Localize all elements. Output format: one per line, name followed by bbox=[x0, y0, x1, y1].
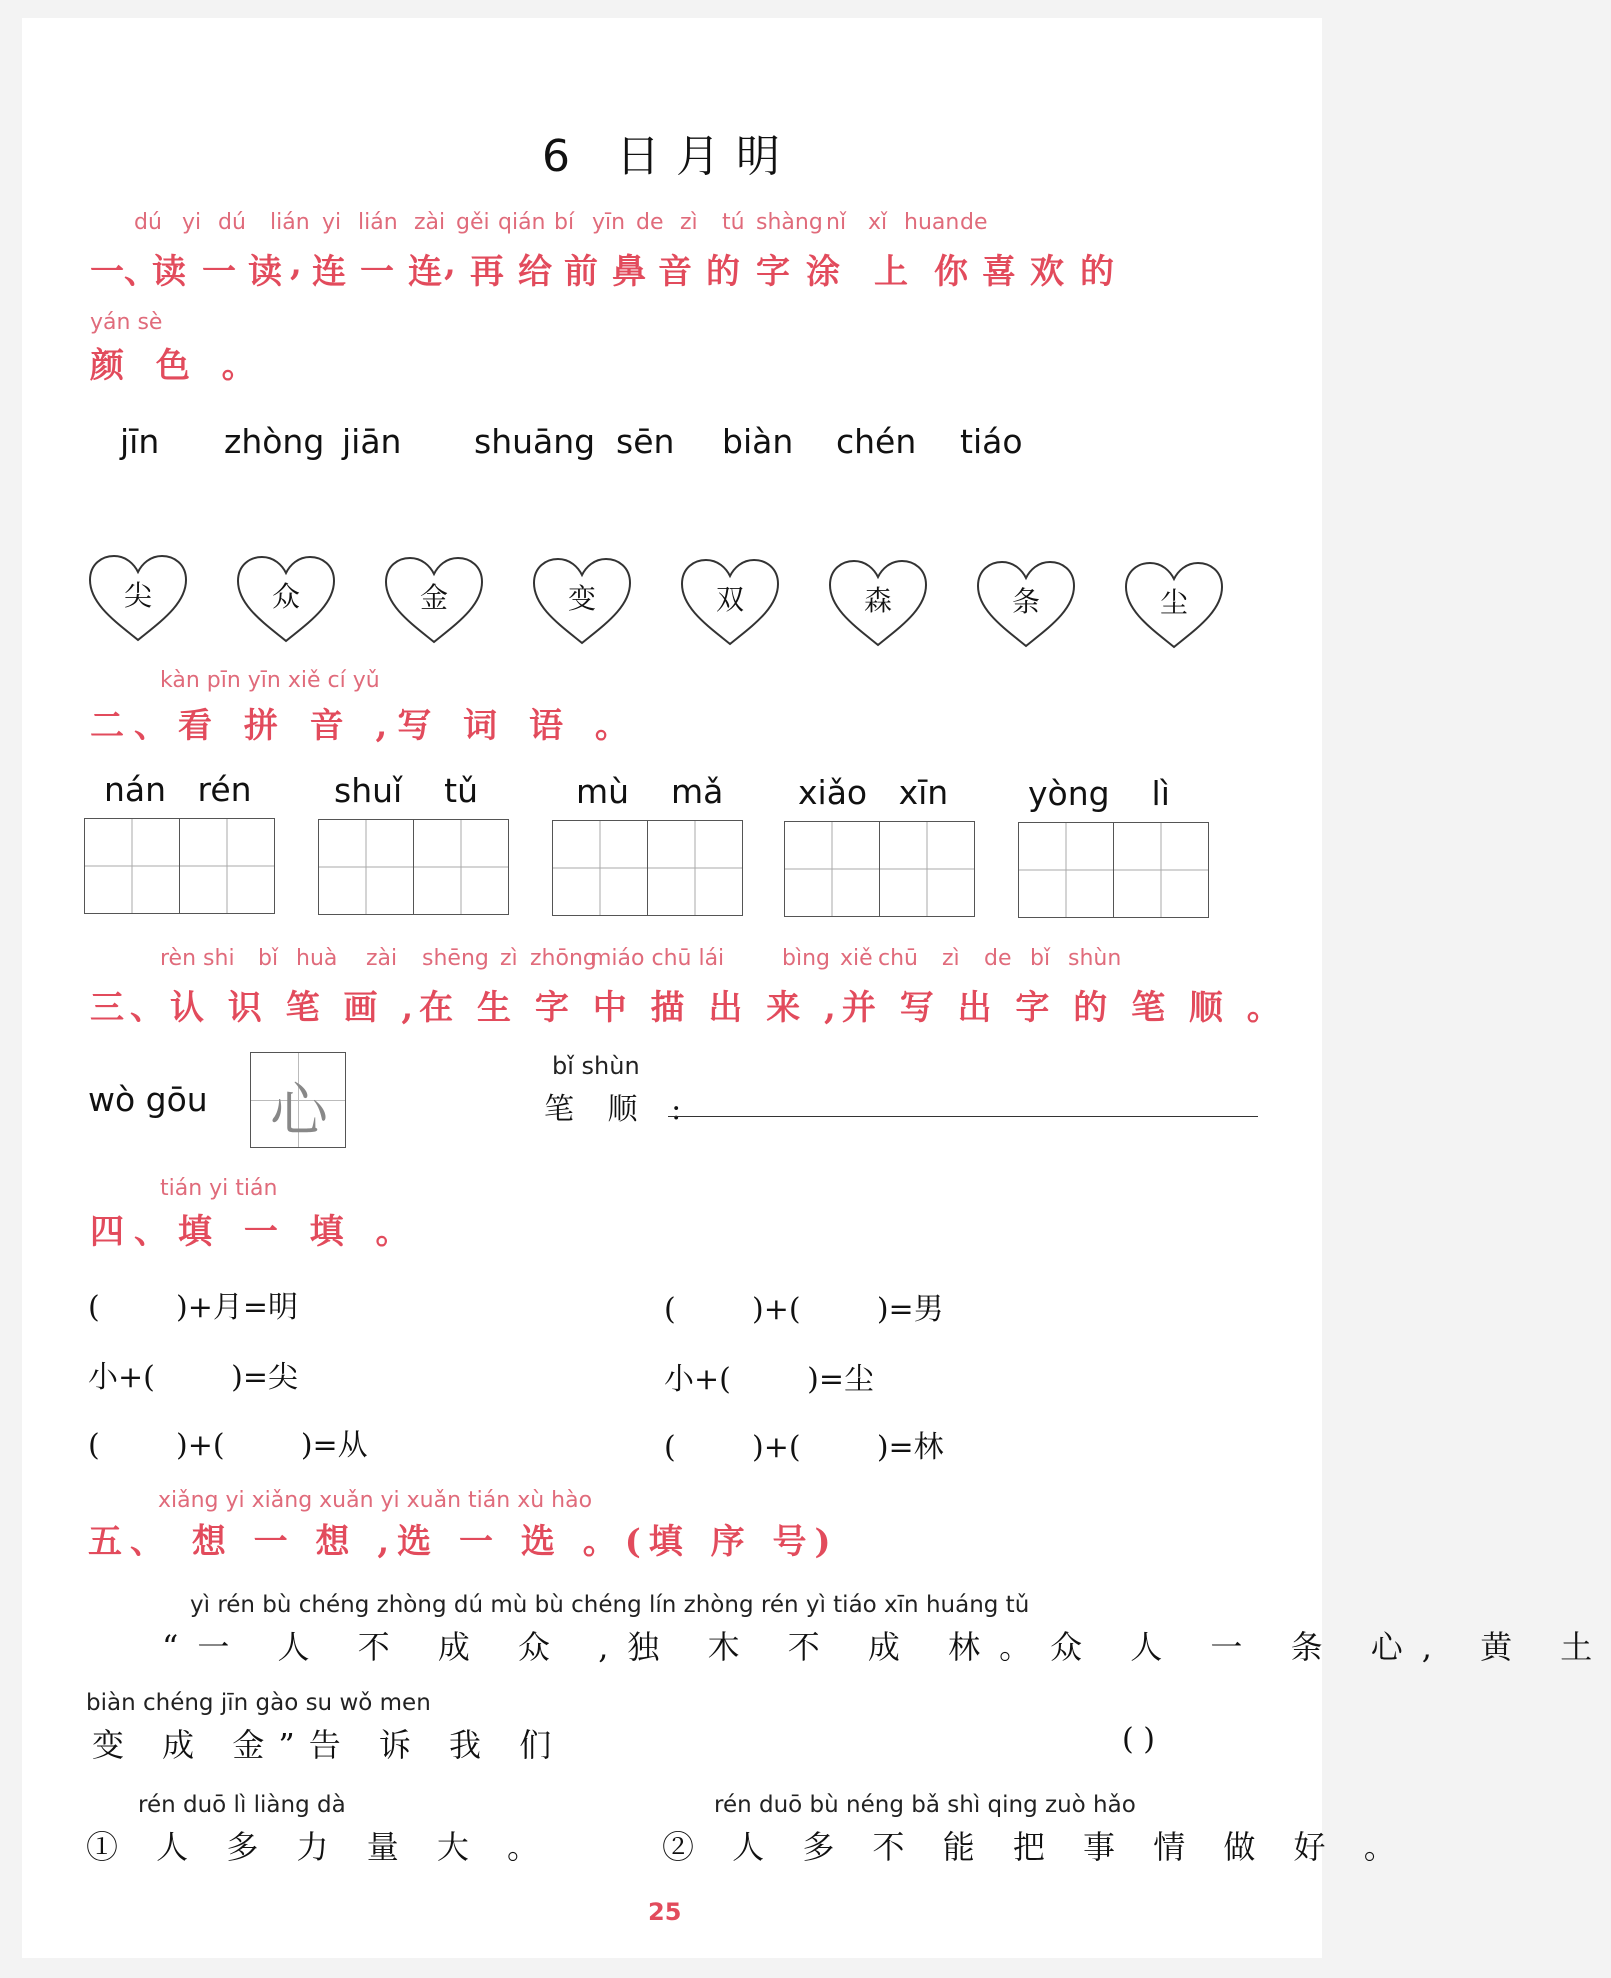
tian-cell[interactable] bbox=[1113, 822, 1209, 918]
tian-cell[interactable] bbox=[318, 819, 414, 915]
stroke-char-box bbox=[250, 1052, 346, 1148]
syllable: sēn bbox=[616, 422, 675, 461]
fill-item: ( )+( )=从 bbox=[88, 1428, 368, 1463]
heart-char: 条 bbox=[1011, 585, 1040, 618]
s1-pinyin-syllable: bí bbox=[554, 210, 575, 235]
heart-char: 尖 bbox=[123, 579, 152, 612]
s1-pinyin-syllable: dú bbox=[134, 210, 162, 235]
syllable: shuāng bbox=[474, 422, 596, 461]
answer-paren[interactable]: ( ) bbox=[1122, 1722, 1155, 1757]
s1-heading-char: 音 bbox=[658, 252, 692, 292]
heart-char: 尘 bbox=[1159, 586, 1188, 619]
s3-pinyin-syllable: bǐ bbox=[1030, 946, 1051, 971]
s1-pinyin-syllable: de bbox=[636, 210, 664, 235]
heart-shape[interactable] bbox=[382, 554, 486, 644]
option-1-pinyin: rén duō lì liàng dà bbox=[138, 1792, 346, 1818]
word-pinyin: mù mǎ bbox=[576, 772, 724, 811]
syllable: zhòng bbox=[224, 422, 325, 461]
s1-heading-char: , bbox=[444, 244, 456, 284]
option-1[interactable]: ① 人 多 力 量 大 。 bbox=[86, 1828, 554, 1866]
stroke-char: 心 bbox=[269, 1076, 328, 1144]
writing-grid[interactable] bbox=[552, 820, 741, 916]
s3-heading: 三、认 识 笔 画 ,在 生 字 中 描 出 来 ,并 写 出 字 的 笔 顺 。 bbox=[90, 988, 1287, 1028]
s1-heading-char: 的 bbox=[1080, 252, 1114, 292]
s1-heading-char: , bbox=[290, 244, 302, 284]
tian-cell[interactable] bbox=[413, 819, 509, 915]
s1-heading-char: 一 bbox=[202, 252, 236, 292]
fill-item: 小+( )=尘 bbox=[664, 1362, 874, 1397]
s3-pinyin-syllable: bìng bbox=[782, 946, 830, 971]
tian-cell[interactable] bbox=[179, 818, 275, 914]
writing-grid[interactable] bbox=[784, 821, 973, 917]
s1-heading-char: 前 bbox=[564, 252, 598, 292]
s1-text-line2: 颜 色 。 bbox=[90, 346, 266, 386]
s3-pinyin-syllable: shùn bbox=[1068, 946, 1122, 971]
s1-pinyin-syllable: gěi bbox=[456, 210, 490, 235]
writing-grid[interactable] bbox=[1018, 822, 1207, 918]
fill-item: ( )+( )=男 bbox=[664, 1292, 944, 1327]
heart-shape[interactable] bbox=[826, 557, 930, 647]
quote-pinyin-1: yì rén bù chéng zhòng dú mù bù chéng lín zhòng rén yì tiáo xīn huáng tǔ bbox=[190, 1592, 1030, 1618]
fill-item: ( )+月=明 bbox=[88, 1290, 298, 1325]
heart-char: 金 bbox=[419, 581, 448, 614]
s1-heading-char: 再 bbox=[470, 252, 504, 292]
s1-heading-char: 一、 bbox=[90, 252, 158, 292]
s1-heading-char: 读 bbox=[152, 252, 186, 292]
s3-pinyin-syllable: zhōng bbox=[530, 946, 597, 971]
worksheet-page bbox=[22, 18, 1611, 1958]
tian-cell[interactable] bbox=[879, 821, 975, 917]
page-number: 25 bbox=[648, 1898, 682, 1926]
s1-heading-char: 连 bbox=[408, 252, 442, 292]
s1-pinyin-syllable: de bbox=[960, 210, 988, 235]
stroke-name: wò gōu bbox=[88, 1080, 208, 1119]
word-pinyin: shuǐ tǔ bbox=[334, 771, 479, 810]
s3-pinyin-syllable: de bbox=[984, 946, 1012, 971]
word-pinyin: yòng lì bbox=[1028, 774, 1170, 813]
quote-text-1: “一 人 不 成 众 ,独 木 不 成 林。众 人 一 条 心, 黄 土 bbox=[162, 1628, 1611, 1666]
heart-shape[interactable] bbox=[974, 558, 1078, 648]
syllable: chén bbox=[836, 422, 917, 461]
s3-pinyin-syllable: rèn shi bbox=[160, 946, 235, 971]
option-2-pinyin: rén duō bù néng bǎ shì qing zuò hǎo bbox=[714, 1792, 1136, 1818]
s1-pinyin-syllable: yi bbox=[322, 210, 342, 235]
s1-heading-char: 欢 bbox=[1030, 252, 1064, 292]
s3-pinyin-syllable: miáo chū lái bbox=[590, 946, 725, 971]
s1-pinyin-line2: yán sè bbox=[90, 310, 163, 335]
s1-heading-char: 鼻 bbox=[612, 252, 646, 292]
s3-pinyin-syllable: shēng bbox=[422, 946, 489, 971]
s1-pinyin-syllable: shàng bbox=[756, 210, 823, 235]
s3-pinyin-syllable: huà bbox=[296, 946, 338, 971]
s1-heading-char: 读 bbox=[248, 252, 282, 292]
s1-pinyin-syllable: nǐ bbox=[826, 210, 847, 235]
tian-cell[interactable] bbox=[647, 820, 743, 916]
s1-heading-char: 喜 bbox=[982, 252, 1016, 292]
heart-shape[interactable] bbox=[1122, 559, 1226, 649]
s3-pinyin-syllable: bǐ bbox=[258, 946, 279, 971]
s1-pinyin-syllable: qián bbox=[498, 210, 546, 235]
s5-heading: 五、 想 一 想 ,选 一 选 。(填 序 号) bbox=[88, 1522, 839, 1562]
s1-pinyin-syllable: lián bbox=[270, 210, 310, 235]
s1-heading-char: 给 bbox=[518, 252, 552, 292]
word-pinyin: xiǎo xīn bbox=[798, 773, 949, 812]
writing-grid[interactable] bbox=[84, 818, 273, 914]
s1-heading-char: 的 bbox=[706, 252, 740, 292]
heart-char: 森 bbox=[863, 584, 892, 617]
s1-pinyin-syllable: huan bbox=[904, 210, 960, 235]
s1-pinyin-syllable: yi bbox=[182, 210, 202, 235]
syllable: tiáo bbox=[960, 422, 1023, 461]
writing-grid[interactable] bbox=[318, 819, 507, 915]
s1-pinyin-syllable: zài bbox=[414, 210, 446, 235]
option-2[interactable]: ② 人 多 不 能 把 事 情 做 好 。 bbox=[662, 1828, 1410, 1866]
stroke-order-answer-line[interactable] bbox=[668, 1116, 1258, 1117]
heart-shape[interactable] bbox=[530, 555, 634, 645]
s2-pinyin: kàn pīn yīn xiě cí yǔ bbox=[160, 668, 380, 693]
fill-item: ( )+( )=林 bbox=[664, 1430, 944, 1465]
fill-item: 小+( )=尖 bbox=[88, 1360, 298, 1395]
page-title: 6 日月明 bbox=[542, 131, 796, 182]
s1-pinyin-syllable: zì bbox=[680, 210, 698, 235]
tian-cell[interactable] bbox=[84, 818, 180, 914]
heart-char: 变 bbox=[567, 582, 596, 615]
s1-pinyin-syllable: tú bbox=[722, 210, 745, 235]
s1-pinyin-syllable: yīn bbox=[592, 210, 626, 235]
quote-pinyin-2: biàn chéng jīn gào su wǒ men bbox=[86, 1690, 431, 1716]
heart-shape[interactable] bbox=[678, 556, 782, 646]
s3-pinyin-syllable: zì bbox=[942, 946, 960, 971]
s1-heading-char: 字 bbox=[756, 252, 790, 292]
s3-pinyin-syllable: zài bbox=[366, 946, 398, 971]
s1-pinyin-syllable: xǐ bbox=[868, 210, 888, 235]
s4-heading: 四、填 一 填 。 bbox=[90, 1212, 420, 1252]
s1-heading-char: 你 bbox=[934, 252, 968, 292]
word-pinyin: nán rén bbox=[104, 770, 252, 809]
tian-cell[interactable] bbox=[552, 820, 648, 916]
s3-pinyin-syllable: chū bbox=[878, 946, 918, 971]
s3-pinyin-syllable: zì bbox=[500, 946, 518, 971]
s4-pinyin: tián yi tián bbox=[160, 1176, 278, 1201]
heart-char: 众 bbox=[271, 580, 300, 613]
s3-pinyin-syllable: xiě bbox=[840, 946, 873, 971]
tian-cell[interactable] bbox=[1018, 822, 1114, 918]
s1-heading-char: 上 bbox=[874, 252, 908, 292]
quote-text-2: 变 成 金”告 诉 我 们 bbox=[92, 1726, 566, 1764]
stroke-order-pinyin: bǐ shùn bbox=[552, 1052, 640, 1080]
heart-shape[interactable] bbox=[86, 552, 190, 642]
s5-pinyin: xiǎng yi xiǎng xuǎn yi xuǎn tián xù hào bbox=[158, 1488, 593, 1513]
s1-pinyin-syllable: dú bbox=[218, 210, 246, 235]
heart-char: 双 bbox=[715, 583, 744, 616]
s2-heading: 二、看 拼 音 ,写 词 语 。 bbox=[90, 706, 639, 746]
s1-pinyin-syllable: lián bbox=[358, 210, 398, 235]
s1-heading-char: 连 bbox=[312, 252, 346, 292]
heart-shape[interactable] bbox=[234, 553, 338, 643]
syllable: biàn bbox=[722, 422, 794, 461]
tian-cell[interactable] bbox=[784, 821, 880, 917]
s1-heading-char: 涂 bbox=[806, 252, 840, 292]
syllable: jiān bbox=[342, 422, 402, 461]
stroke-order-label: 笔 顺 : bbox=[544, 1092, 694, 1127]
syllable: jīn bbox=[120, 422, 160, 461]
s1-heading-char: 一 bbox=[360, 252, 394, 292]
